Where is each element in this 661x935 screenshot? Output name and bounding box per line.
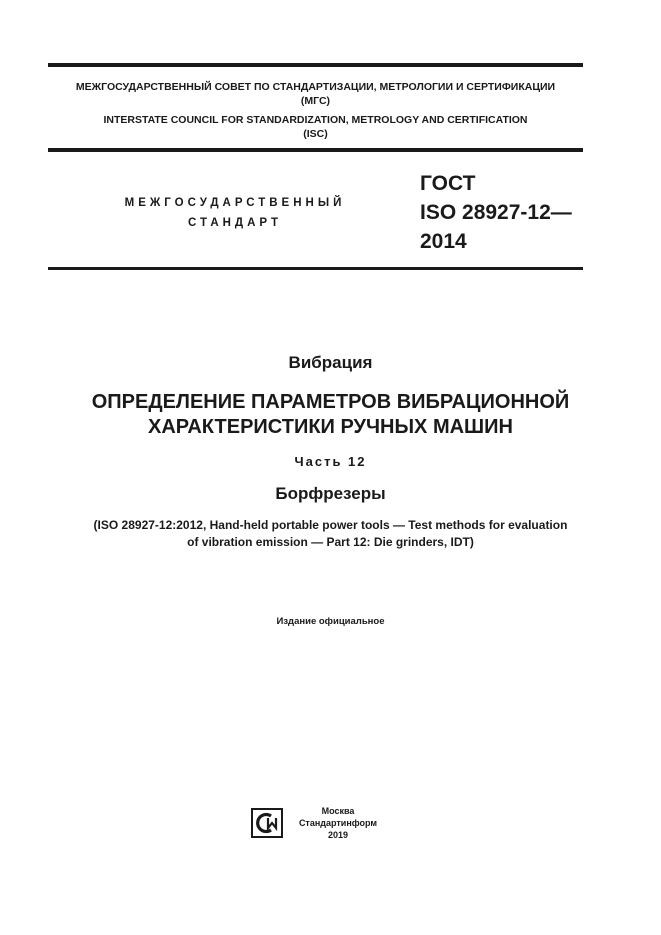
standard-label-line1: МЕЖГОСУДАРСТВЕННЫЙ [124, 197, 346, 209]
council-ru-name: МЕЖГОСУДАРСТВЕННЫЙ СОВЕТ ПО СТАНДАРТИЗАЦИИ, МЕТРОЛОГИИ И СЕРТИФИКАЦИИ [75, 81, 556, 93]
lower-rule [48, 267, 583, 270]
standard-label-line2: СТАНДАРТ [188, 217, 282, 229]
middle-rule [48, 148, 583, 152]
publisher-name: Стандартинформ [298, 818, 378, 828]
gost-year: 2014 [420, 230, 467, 253]
publisher-info [290, 805, 386, 841]
edition-note: Издание официальное [276, 616, 385, 627]
topic-title: Вибрация [288, 353, 373, 372]
part-number: Часть 12 [294, 454, 367, 469]
standard-label [95, 193, 375, 233]
subtitle: Борфрезеры [275, 484, 386, 503]
publisher-year: 2019 [327, 830, 349, 840]
standartinform-logo-icon [251, 808, 283, 838]
publisher-city: Москва [321, 806, 355, 816]
gost-designation [420, 169, 572, 256]
iso-reference [20, 517, 641, 551]
council-en [48, 113, 583, 141]
council-ru [48, 80, 583, 108]
council-ru-abbr: (МГС) [300, 95, 331, 107]
main-title-line1: ОПРЕДЕЛЕНИЕ ПАРАМЕТРОВ ВИБРАЦИОННОЙ [91, 391, 570, 413]
iso-reference-line2: of vibration emission — Part 12: Die grinders, IDT) [187, 535, 474, 549]
top-rule [48, 63, 583, 67]
gost-label: ГОСТ [420, 172, 476, 195]
council-en-abbr: (ISC) [303, 128, 328, 140]
gost-number: ISO 28927-12— [420, 201, 572, 224]
council-en-name: INTERSTATE COUNCIL FOR STANDARDIZATION, METROLOGY AND CERTIFICATION [103, 114, 528, 126]
iso-reference-line1: (ISO 28927-12:2012, Hand-held portable power tools — Test methods for evaluation [93, 518, 568, 532]
main-title [20, 390, 641, 440]
main-title-line2: ХАРАКТЕРИСТИКИ РУЧНЫХ МАШИН [148, 416, 513, 438]
